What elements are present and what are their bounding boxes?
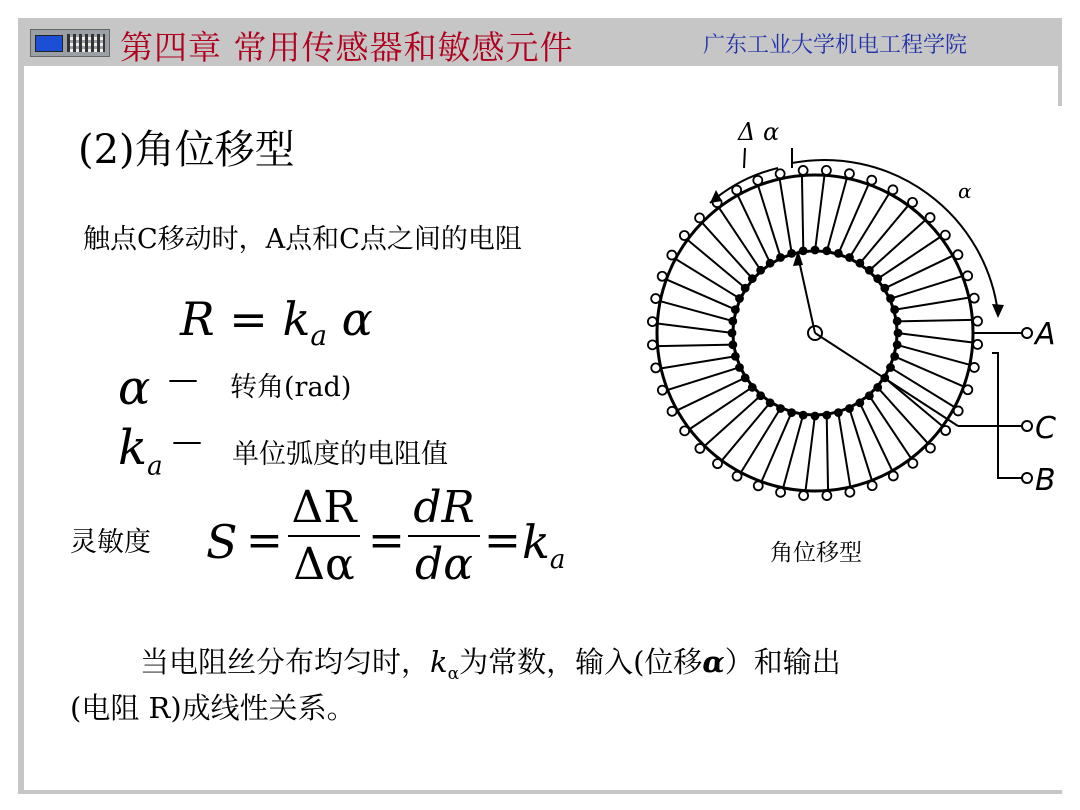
- inner-bead: [788, 250, 795, 257]
- sens-eq1: =: [246, 515, 283, 566]
- conclusion-part-b: 为常数，输入(位移: [459, 645, 703, 679]
- frame-left: [18, 66, 24, 794]
- inner-bead: [742, 285, 749, 292]
- label-A: A: [1035, 317, 1056, 352]
- def-alpha-text: 转角(rad): [230, 372, 352, 403]
- coil-bead: [651, 363, 660, 372]
- coil-turn: [815, 175, 824, 251]
- coil-bead: [888, 185, 897, 194]
- inner-bead: [757, 267, 764, 274]
- coil-bead: [889, 471, 898, 480]
- coil-turn: [661, 356, 736, 368]
- inner-bead: [767, 260, 774, 267]
- inner-bead: [887, 364, 894, 371]
- label-B: B: [1035, 463, 1056, 498]
- sens-k: [522, 515, 565, 575]
- fraction-delta: [288, 482, 360, 590]
- conclusion-line-2: (电阻 R)成线性关系。: [70, 691, 356, 725]
- inner-bead: [891, 353, 898, 360]
- coil-bead: [658, 272, 667, 281]
- inner-bead: [777, 254, 784, 261]
- formula-k: k: [282, 292, 311, 346]
- inner-bead: [866, 392, 873, 399]
- inner-bead: [757, 392, 764, 399]
- sensitivity-label: 灵敏度: [70, 527, 151, 558]
- inner-bead: [823, 247, 830, 254]
- coil-turn: [877, 387, 928, 444]
- inner-bead: [887, 295, 894, 302]
- coil-turn: [677, 377, 746, 410]
- frame-bottom: [18, 790, 1062, 794]
- inner-bead: [800, 412, 807, 419]
- inner-bead: [891, 306, 898, 313]
- frac2-num: dR: [413, 482, 475, 533]
- coil-turn: [869, 220, 926, 271]
- conclusion-k-sub: α: [447, 663, 460, 684]
- inner-bead: [835, 250, 842, 257]
- coil-bead: [867, 176, 876, 185]
- coil-bead: [973, 317, 982, 326]
- coil-turn: [675, 259, 740, 299]
- coil-turn: [849, 408, 872, 481]
- coil-bead: [926, 444, 935, 453]
- inner-bead: [812, 247, 819, 254]
- inner-bead: [777, 405, 784, 412]
- inner-bead: [749, 384, 756, 391]
- oscilloscope-logo-icon: [30, 29, 110, 57]
- coil-bead: [695, 444, 704, 453]
- fraction-derivative: [408, 482, 480, 590]
- coil-turn: [897, 333, 973, 342]
- coil-bead: [908, 459, 917, 468]
- inner-bead: [874, 384, 881, 391]
- inner-bead: [767, 399, 774, 406]
- coil-turn: [702, 223, 753, 280]
- label-alpha: α: [958, 179, 972, 203]
- coil-bead: [953, 250, 962, 259]
- chapter-title: 第四章 常用传感器和敏感元件: [120, 28, 574, 67]
- inner-bead: [736, 295, 743, 302]
- coil-turn: [802, 176, 803, 252]
- conclusion-alpha: α: [702, 645, 725, 679]
- coil-turn: [806, 415, 815, 491]
- coil-bead: [845, 488, 854, 497]
- coil-bead: [651, 294, 660, 303]
- inner-bead: [874, 275, 881, 282]
- inner-bead: [788, 409, 795, 416]
- terminal-C: [1022, 421, 1032, 431]
- coil-turn: [719, 208, 761, 271]
- coil-bead: [799, 491, 808, 500]
- coil-turn: [890, 276, 963, 299]
- coil-bead: [963, 271, 972, 280]
- coil-bead: [941, 426, 950, 435]
- coil-bead: [954, 406, 963, 415]
- angular-potentiometer-diagram: [630, 108, 1070, 528]
- coil-bead: [680, 426, 689, 435]
- label-C: C: [1035, 411, 1056, 446]
- formula-alpha: α: [341, 292, 373, 346]
- inner-bead: [732, 353, 739, 360]
- inner-bead: [800, 247, 807, 254]
- terminal-B: [1022, 473, 1032, 483]
- def-k-text: 单位弧度的电阻值: [232, 439, 448, 470]
- frame-right: [1058, 66, 1062, 106]
- coil-turn: [859, 205, 908, 264]
- coil-bead: [908, 198, 917, 207]
- inner-bead: [729, 341, 736, 348]
- inner-bead: [835, 409, 842, 416]
- def-k-symbol: [118, 420, 163, 482]
- inner-bead: [812, 413, 819, 420]
- arm-reference: [798, 256, 815, 333]
- coil-turn: [690, 387, 753, 429]
- inner-bead: [732, 306, 739, 313]
- coil-turn: [741, 408, 781, 473]
- coil-turn: [884, 256, 953, 289]
- inner-bead: [881, 285, 888, 292]
- inner-bead: [846, 254, 853, 261]
- coil-bead: [845, 169, 854, 178]
- coil-bead: [695, 213, 704, 222]
- figure-caption: 角位移型: [770, 540, 862, 566]
- label-delta-alpha: Δ α: [738, 118, 780, 146]
- coil-bead: [754, 481, 763, 490]
- conclusion-part-c: ）和输出: [724, 645, 841, 679]
- coil-turn: [657, 324, 733, 333]
- inner-bead: [856, 399, 863, 406]
- coil-turn: [827, 414, 828, 490]
- inner-bead: [742, 374, 749, 381]
- coil-bead: [822, 491, 831, 500]
- sens-eq3: =: [484, 515, 521, 566]
- section-heading: (2)角位移型: [78, 127, 295, 173]
- coil-bead: [667, 251, 676, 260]
- coil-turn: [722, 402, 771, 461]
- conclusion-line-1: [140, 640, 841, 684]
- def-k-sub: a: [147, 451, 163, 482]
- coil-turn: [758, 186, 781, 259]
- coil-bead: [970, 363, 979, 372]
- coil-bead: [941, 231, 950, 240]
- coil-bead: [668, 407, 677, 416]
- school-name: 广东工业大学机电工程学院: [703, 33, 968, 58]
- terminal-A: [1022, 328, 1032, 338]
- inner-bead: [823, 412, 830, 419]
- inner-bead: [736, 364, 743, 371]
- coil-turn: [705, 395, 762, 446]
- inner-bead: [895, 330, 902, 337]
- coil-bead: [822, 166, 831, 175]
- coil-turn: [658, 345, 734, 346]
- inner-bead: [729, 330, 736, 337]
- coil-turn: [738, 195, 771, 264]
- inner-bead: [856, 260, 863, 267]
- inner-bead: [894, 341, 901, 348]
- conclusion-k: k: [430, 645, 448, 679]
- coil-bead: [713, 459, 722, 468]
- sens-eq2: =: [368, 515, 405, 566]
- formula-equals: =: [229, 292, 268, 346]
- sens-S: S: [206, 515, 238, 569]
- coil-bead: [926, 213, 935, 222]
- coil-bead: [970, 294, 979, 303]
- coil-turn: [869, 395, 911, 458]
- formula-sub: a: [310, 319, 328, 353]
- coil-bead: [963, 385, 972, 394]
- inner-bead: [729, 318, 736, 325]
- coil-turn: [668, 367, 741, 390]
- coil-turn: [687, 240, 746, 289]
- inner-bead: [749, 275, 756, 282]
- coil-bead: [868, 481, 877, 490]
- coil-bead: [648, 317, 657, 326]
- coil-bead: [776, 169, 785, 178]
- frac1-num: ΔR: [291, 482, 357, 533]
- coil-bead: [753, 176, 762, 185]
- inner-bead: [866, 267, 873, 274]
- inner-bead: [894, 318, 901, 325]
- resistance-formula: [180, 292, 373, 352]
- coil-bead: [648, 340, 657, 349]
- def-k-letter: k: [118, 420, 148, 476]
- coil-turn: [838, 412, 850, 487]
- frac1-den: Δα: [293, 539, 355, 590]
- coil-bead: [680, 231, 689, 240]
- def-alpha-symbol: α: [118, 360, 151, 416]
- formula-R: R: [180, 292, 215, 346]
- coil-bead: [799, 166, 808, 175]
- sens-k-sub: a: [549, 545, 566, 576]
- intro-text: 触点C移动时，A点和C点之间的电阻: [83, 224, 522, 255]
- coil-turn: [877, 237, 940, 279]
- frac2-den: dα: [415, 539, 473, 590]
- def-alpha-dash: —: [168, 362, 198, 397]
- coil-turn: [859, 402, 892, 471]
- coil-turn: [896, 320, 972, 321]
- coil-bead: [733, 472, 742, 481]
- coil-turn: [894, 298, 969, 310]
- coil-bead: [658, 386, 667, 395]
- coil-turn: [780, 179, 792, 254]
- inner-bead: [846, 405, 853, 412]
- coil-bead: [973, 340, 982, 349]
- sens-k-letter: k: [522, 515, 550, 569]
- conclusion-part-a: 当电阻丝分布均匀时，: [140, 645, 431, 679]
- coil-turn: [849, 193, 889, 258]
- coil-bead: [776, 488, 785, 497]
- def-k-dash: —: [172, 424, 202, 459]
